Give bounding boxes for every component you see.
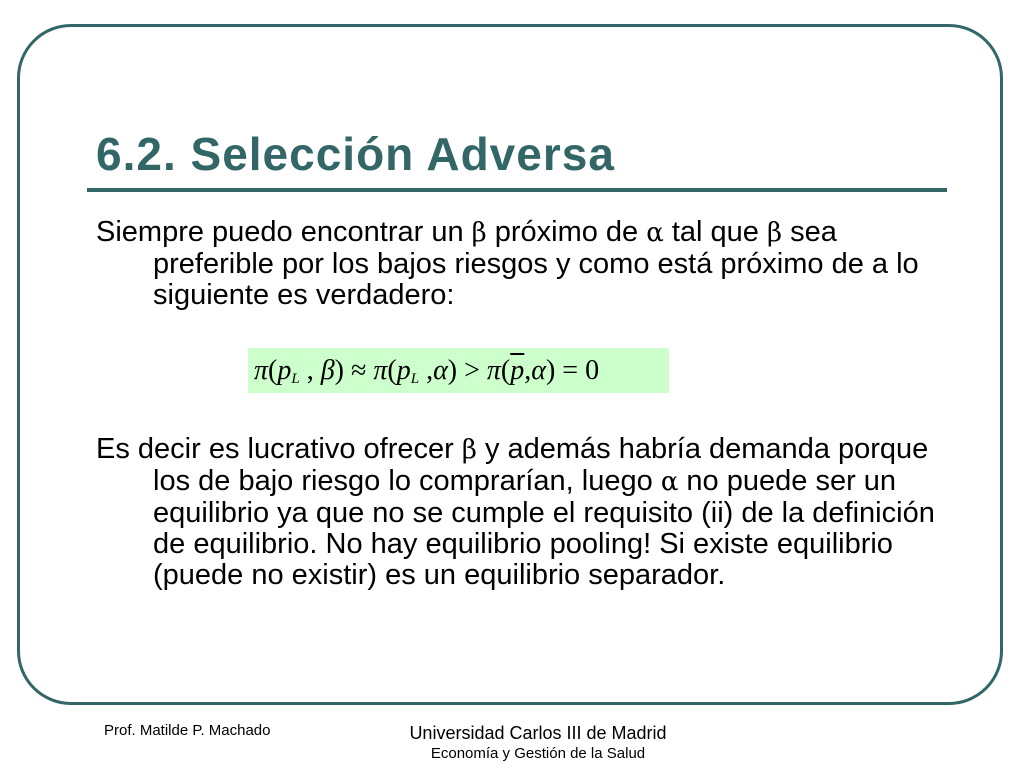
formula-beta: β — [320, 355, 335, 386]
paragraph-1-text-1: Siempre puedo encontrar un — [96, 216, 472, 248]
slide-title: 6.2. Selección Adversa — [96, 128, 615, 180]
formula-alpha: α — [531, 355, 546, 386]
paragraph-1-text-2: próximo de — [486, 216, 647, 248]
formula-p: p — [277, 355, 292, 386]
footer-university: Universidad Carlos III de Madrid — [409, 723, 667, 743]
paragraph-2-text-3: no puede ser un equilibrio ya que no se cumple el requisito (ii) de la definición de equilibrio. No hay equilibrio pooling! Si existe equilibrio (puede no existir) es un equilibrio separador. — [153, 465, 935, 591]
profit-formula — [248, 348, 669, 393]
formula-comma: , — [299, 355, 321, 386]
alpha-symbol: α — [646, 218, 664, 248]
formula-zero: 0 — [585, 355, 600, 386]
formula-paren: ) — [334, 355, 344, 386]
formula-paren: ) — [447, 355, 458, 386]
formula-comma: , — [524, 355, 532, 386]
formula-comma: , — [419, 355, 434, 386]
alpha-symbol: α — [660, 467, 679, 497]
formula-p-bar: $\overline{p}$ — [510, 355, 525, 386]
beta-symbol: β — [471, 218, 487, 248]
formula-approx: ≈ — [343, 355, 374, 386]
beta-symbol: β — [767, 218, 783, 248]
footer-author: Prof. Matilde P. Machado — [104, 722, 271, 739]
paragraph-2 — [96, 434, 956, 591]
formula-pi: π — [373, 355, 388, 386]
formula-pi: π — [254, 355, 269, 386]
formula-alpha: α — [433, 355, 448, 386]
formula-paren: ( — [268, 355, 278, 386]
paragraph-1-text-4: sea preferible por los bajos riesgos y como está próximo de a lo siguiente es verdadero: — [153, 216, 919, 311]
formula-greater-than: > — [457, 355, 487, 386]
paragraph-2-text-2: y además habría demanda porque los de bajo riesgo lo comprarían, luego — [153, 433, 929, 497]
paragraph-2-text-1: Es decir es lucrativo ofrecer — [96, 433, 462, 465]
footer-institution — [380, 722, 696, 764]
paragraph-1-text-3: tal que — [663, 216, 767, 248]
footer-department: Economía y Gestión de la Salud — [430, 745, 646, 762]
formula-paren: ) — [545, 355, 556, 386]
beta-symbol: β — [461, 435, 477, 465]
title-underline — [87, 188, 947, 192]
formula-paren: ( — [500, 355, 511, 386]
formula-p: p — [396, 355, 411, 386]
formula-paren: ( — [387, 355, 397, 386]
formula-subscript: L — [291, 371, 300, 387]
paragraph-1 — [96, 217, 956, 311]
formula-subscript: L — [410, 371, 420, 387]
formula-equals: = — [555, 355, 586, 386]
formula-pi: π — [486, 355, 501, 386]
